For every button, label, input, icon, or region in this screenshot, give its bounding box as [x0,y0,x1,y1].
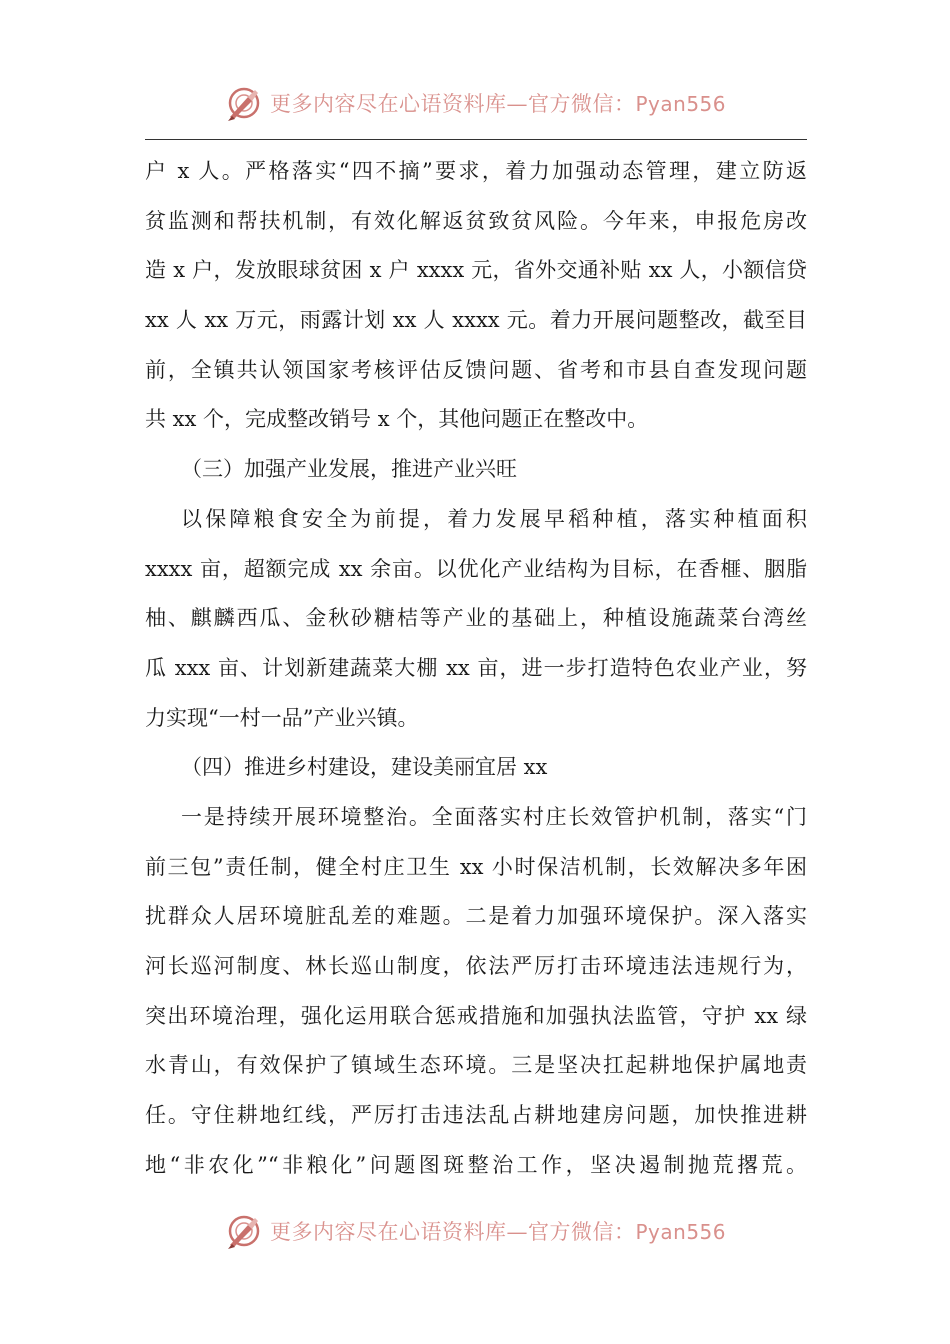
header-banner [0,80,950,126]
body-text-line: 水青山，有效保护了镇域生态环境。三是坚决扛起耕地保护属地责 [145,1053,807,1078]
body-text-line: xxxx 亩，超额完成 xx 余亩。以优化产业结构为目标，在香榧、胭脂 [145,556,807,581]
body-text-line: 力实现“一村一品”产业兴镇。 [145,705,419,730]
body-text-line: 突出环境治理，强化运用联合惩戒措施和加强执法监管，守护 xx 绿 [145,1003,807,1028]
header-banner-text: 更多内容尽在心语资料库—官方微信：Pyan556 [269,92,726,116]
body-text-line: 地“非农化”“非粮化”问题图斑整治工作，坚决遏制抛荒撂荒。 [145,1152,807,1177]
footer-banner-text: 更多内容尽在心语资料库—官方微信：Pyan556 [269,1220,726,1244]
body-text-line: 户 x 人。严格落实“四不摘”要求，着力加强动态管理，建立防返 [145,159,807,183]
body-text-line: 共 xx 个，完成整改销号 x 个，其他问题正在整改中。 [145,407,649,432]
body-text-line: 造 x 户，发放眼球贫困 x 户 xxxx 元，省外交通补贴 xx 人，小额信贷 [145,258,807,283]
body-text-line: 河长巡河制度、林长巡山制度，依法严厉打击环境违法违规行为， [145,954,807,978]
footer-banner [0,1208,950,1254]
body-text-line: 一是持续开展环境整治。全面落实村庄长效管护机制，落实“门 [181,804,807,829]
body-text-line: 贫监测和帮扶机制，有效化解返贫致贫风险。今年来，申报危房改 [145,208,807,233]
body-text-line: 扰群众人居环境脏乱差的难题。二是着力加强环境保护。深入落实 [145,904,807,929]
body-text-line: 前三包”责任制，健全村庄卫生 xx 小时保洁机制，长效解决多年困 [145,854,807,879]
body-text-line: 瓜 xxx 亩、计划新建蔬菜大棚 xx 亩，进一步打造特色农业产业，努 [145,655,807,680]
section-heading: （四）推进乡村建设，建设美丽宜居 xx [181,755,548,780]
body-text-line: xx 人 xx 万元，雨露计划 xx 人 xxxx 元。着力开展问题整改，截至目 [145,308,807,333]
body-text-line: 以保障粮食安全为前提，着力发展早稻种植，落实种植面积 [181,506,807,531]
section-heading: （三）加强产业发展，推进产业兴旺 [181,457,517,482]
document-body [145,147,807,1190]
body-text-line: 前，全镇共认领国家考核评估反馈问题、省考和市县自查发现问题 [145,357,807,382]
pen-logo-icon [224,83,264,123]
body-text-line: 任。守住耕地红线，严厉打击违法乱占耕地建房问题，加快推进耕 [145,1103,807,1128]
pen-logo-icon [224,1211,264,1251]
header-divider [145,139,807,140]
body-text-line: 柚、麒麟西瓜、金秋砂糖桔等产业的基础上，种植设施蔬菜台湾丝 [145,606,807,631]
